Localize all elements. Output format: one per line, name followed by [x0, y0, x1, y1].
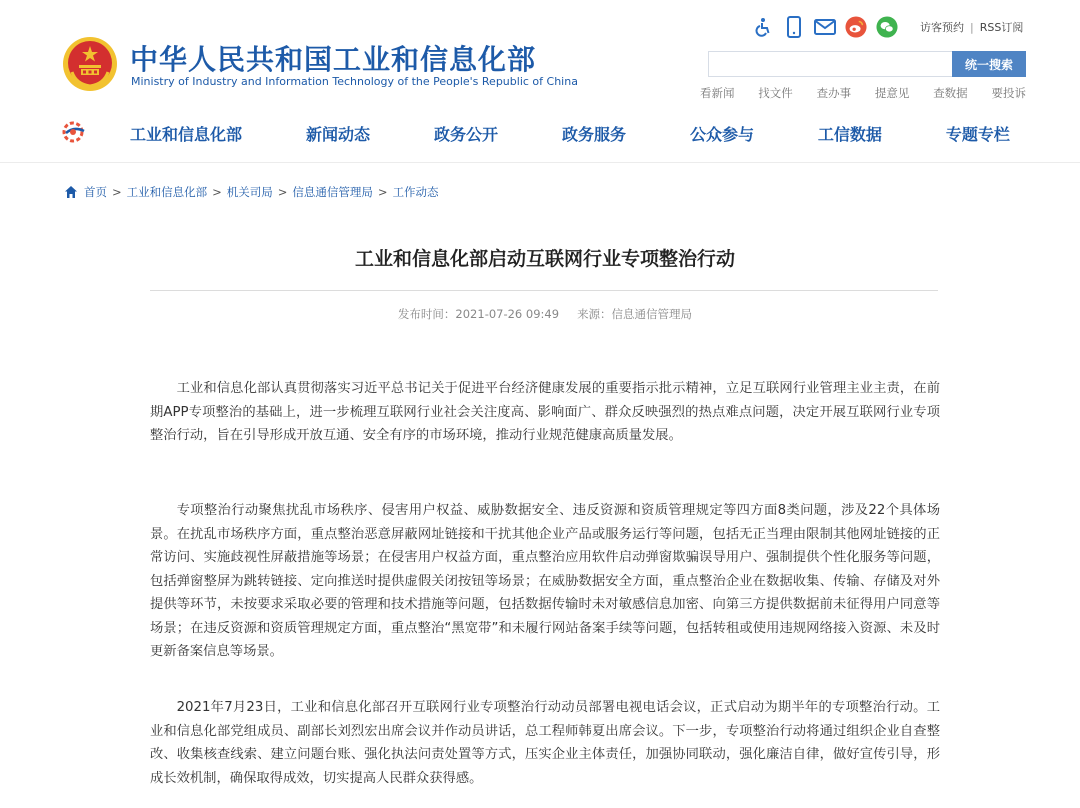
nav-item-miit[interactable]: 工业和信息化部 [130, 125, 243, 144]
site-name-en: Ministry of Industry and Information Technology of the People's Republic of China [131, 75, 578, 88]
article-paragraph: 工业和信息化部认真贯彻落实习近平总书记关于促进平台经济健康发展的重要指示批示精神，立足互联网行业管理主业主责，在前期APP专项整治的基础上，进一步梳理互联网行业社会关注度高、影响面广、群众反映强烈的热点难点问题，决定开展互联网行业专项整治行动，旨在引导形成开放互通、安全有序的市场环境，推动行业规范健康高质量发展。 [150, 381, 940, 443]
tool-icons [752, 14, 907, 40]
mail-icon[interactable] [814, 16, 836, 38]
quick-links [700, 85, 1026, 101]
quick-link-files[interactable]: 找文件 [758, 86, 793, 100]
breadcrumb-departments[interactable]: 机关司局 [226, 185, 273, 199]
breadcrumb-miit[interactable]: 工业和信息化部 [126, 185, 208, 199]
breadcrumb-separator: > [212, 185, 222, 199]
nav-item-data[interactable]: 工信数据 [817, 125, 882, 144]
nav-item-public-participation[interactable]: 公众参与 [689, 125, 754, 144]
mobile-icon[interactable] [783, 16, 805, 38]
article-paragraph: 专项整治行动聚焦扰乱市场秩序、侵害用户权益、威胁数据安全、违反资源和资质管理规定等四方面8类问题，涉及22个具体场景。在扰乱市场秩序方面，重点整治恶意屏蔽网址链接和干扰其他企业产品或服务运行等问题，包括无正当理由限制其他网址链接的正常访问、实施歧视性屏蔽措施等场景；在侵害用户权益方面，重点整治应用软件启动弹窗欺骗误导用户、强制提供个性化服务等问题，包括弹窗整屏为跳转链接、定向推送时提供虚假关闭按钮等场景；在威胁数据安全方面，重点整治企业在数据收集、传输、存储及对外提供等环节，未按要求采取必要的管理和技术措施等问题，包括数据传输时未对敏感信息加密、向第三方提供数据前未征得用户同意等场景；在违反资源和资质管理规定方面，重点整治“黑宽带”和未履行网站备案手续等问题，包括转租或使用违规网络接入资源、未及时更新备案信息等场景。 [150, 503, 940, 659]
visitor-booking-link[interactable]: 访客预约 [920, 21, 964, 34]
breadcrumb-separator: > [277, 185, 288, 199]
separator: | [970, 21, 974, 34]
breadcrumb [64, 184, 439, 200]
quick-link-feedback[interactable]: 提意见 [874, 86, 910, 100]
nav-item-news[interactable]: 新闻动态 [305, 125, 370, 144]
national-emblem-icon[interactable] [62, 36, 118, 92]
rss-link[interactable]: RSS订阅 [979, 21, 1024, 34]
nav-item-government-services[interactable]: 政务服务 [561, 125, 626, 144]
tool-text [920, 19, 1023, 35]
breadcrumb-separator: > [112, 185, 122, 199]
article-meta [150, 306, 940, 322]
breadcrumb-bureau[interactable]: 信息通信管理局 [292, 185, 373, 199]
quick-link-complaint[interactable]: 要投诉 [991, 86, 1026, 100]
article-paragraph: 2021年7月23日，工业和信息化部召开互联网行业专项整治行动动员部署电视电话会议，正式启动为期半年的专项整治行动。工业和信息化部党组成员、副部长刘烈宏出席会议并作动员讲话，总工程师韩夏出席会议。下一步，专项整治行动将通过组织企业自查整改、收集核查线索、建立问题台账、强化执法问责处置等方式，压实企业主体责任，加强协同联动，强化廉洁自律，做好宣传引导，形成长效机制，确保取得成效，切实提高人民群众获得感。 [150, 700, 940, 786]
weibo-icon[interactable] [845, 16, 867, 38]
breadcrumb-home[interactable]: 首页 [84, 185, 107, 199]
search-box [708, 51, 952, 77]
article-title: 工业和信息化部启动互联网行业专项整治行动 [354, 248, 735, 270]
title-divider [150, 290, 938, 291]
quick-link-news[interactable]: 看新闻 [700, 86, 735, 100]
home-icon [64, 185, 78, 199]
publish-time: 发布时间：2021-07-26 09:49 [397, 307, 560, 321]
article-source: 来源：信息通信管理局 [577, 307, 693, 321]
main-nav [130, 122, 1010, 144]
quick-link-data[interactable]: 查数据 [933, 86, 968, 100]
site-header [0, 0, 1080, 163]
breadcrumb-work-news[interactable]: 工作动态 [392, 185, 439, 199]
search-input[interactable] [709, 52, 952, 76]
nav-item-government-affairs[interactable]: 政务公开 [433, 125, 498, 144]
breadcrumb-separator: > [377, 185, 388, 199]
search-button[interactable]: 统一搜索 [952, 51, 1026, 77]
nav-item-topics[interactable]: 专题专栏 [945, 125, 1010, 144]
miit-logo-icon[interactable] [60, 120, 88, 144]
quick-link-services[interactable]: 查办事 [816, 86, 852, 100]
accessibility-icon[interactable] [752, 16, 774, 38]
site-name-cn[interactable]: 中华人民共和国工业和信息化部 [130, 43, 537, 76]
wechat-icon[interactable] [876, 16, 898, 38]
